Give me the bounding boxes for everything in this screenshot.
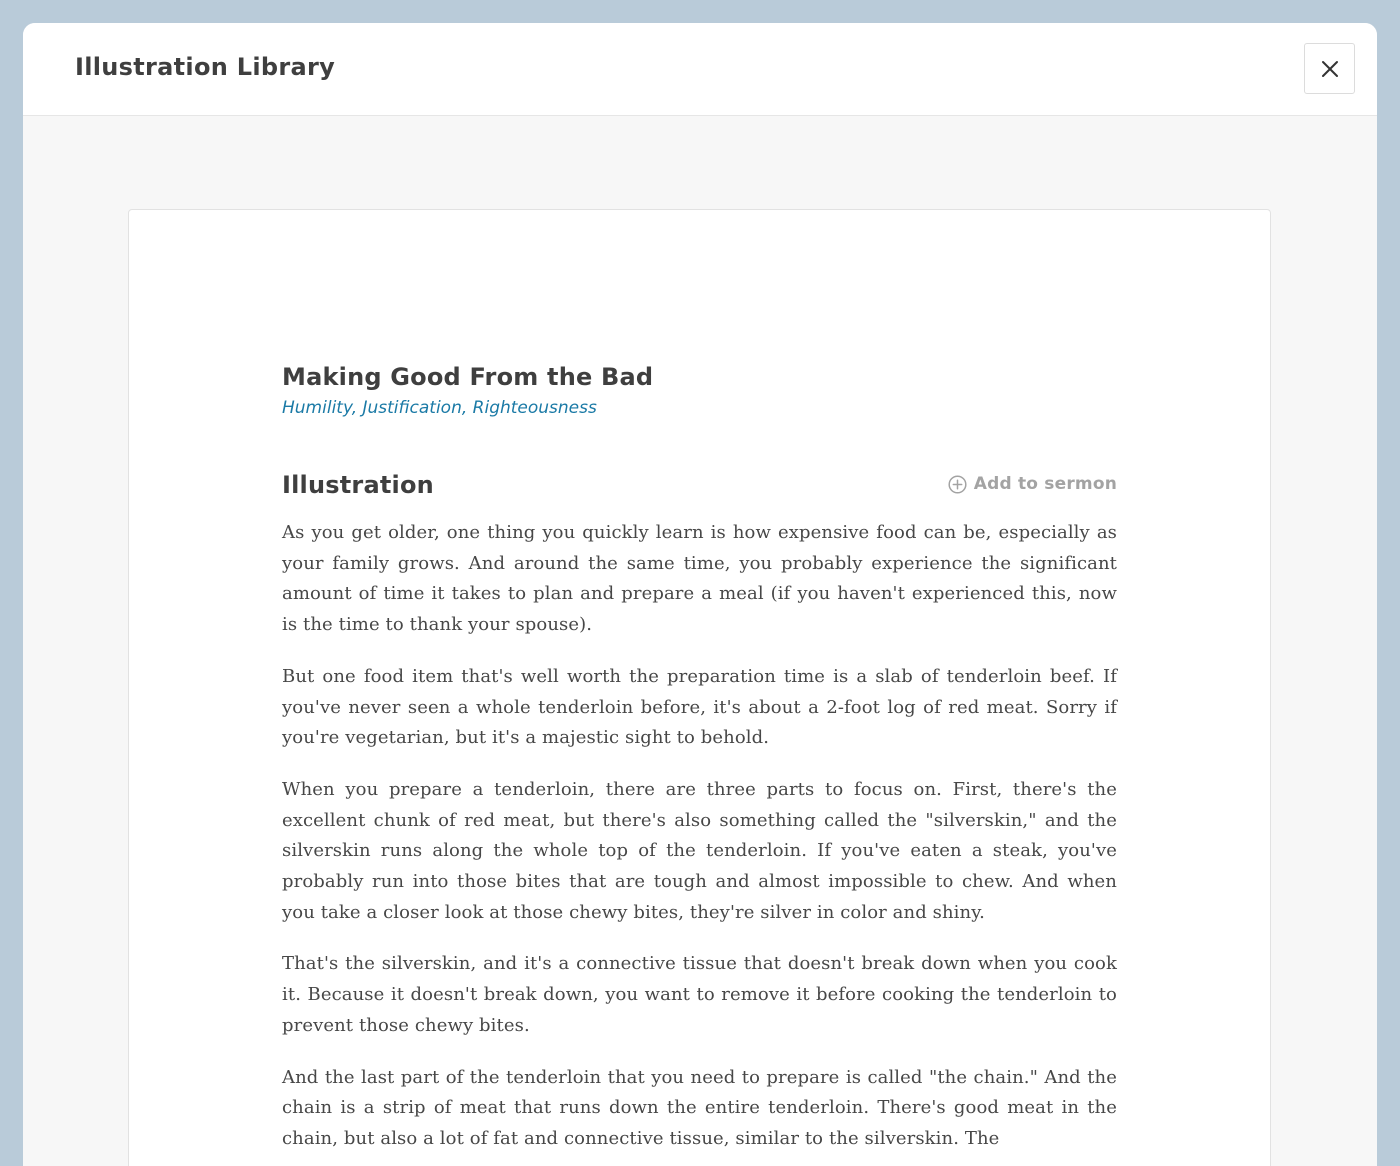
body-paragraph: As you get older, one thing you quickly learn is how expensive food can be, especially as your family grows. And around the same time, you probably experience the significant amount of time it takes to plan and prepare a meal (if you haven't experienced this, now is the time to thank your spouse). (282, 522, 1117, 636)
illustration-library-modal (23, 23, 1377, 1166)
illustration-card (128, 209, 1271, 1166)
illustration-title: Making Good From the Bad (282, 363, 654, 391)
body-paragraph: That's the silverskin, and it's a connective tissue that doesn't break down when you cook it. Because it doesn't break down, you want to remove it before cooking the tenderloin to prevent those chewy bites. (282, 953, 1117, 1036)
illustration-tags[interactable]: Humility, Justification, Righteousness (282, 398, 597, 418)
illustration-body (282, 518, 1117, 1155)
add-to-sermon-button[interactable] (948, 474, 1117, 494)
body-paragraph: But one food item that's well worth the preparation time is a slab of tenderloin beef. If you've never seen a whole tenderloin before, it's about a 2-foot log of red meat. Sorry if you're vegetarian, but it's a majestic sight to behold. (282, 665, 1117, 749)
body-paragraph: And the last part of the tenderloin that you need to prepare is called "the chain." And the chain is a strip of meat that runs down the entire tenderloin. There's good meat in the chain, but also a lot of fat and connective tissue, similar to the silverskin. The (282, 1066, 1117, 1149)
close-icon (1321, 60, 1339, 78)
plus-circle-icon (948, 475, 967, 494)
section-header (282, 468, 1117, 502)
body-paragraph: When you prepare a tenderloin, there are three parts to focus on. First, there's the excellent chunk of red meat, but there's also something called the "silverskin," and the silverskin runs along the whole top of the tenderloin. If you've eaten a steak, you've probably run into those bites that are tough and almost impossible to chew. And when you take a closer look at those chewy bites, they're silver in color and shiny. (282, 778, 1117, 923)
section-title: Illustration (282, 471, 434, 499)
close-button[interactable] (1304, 43, 1355, 94)
illustration-content (282, 360, 1117, 1166)
add-to-sermon-label: Add to sermon (973, 474, 1117, 494)
modal-title: Illustration Library (75, 53, 336, 81)
modal-header (23, 23, 1377, 116)
